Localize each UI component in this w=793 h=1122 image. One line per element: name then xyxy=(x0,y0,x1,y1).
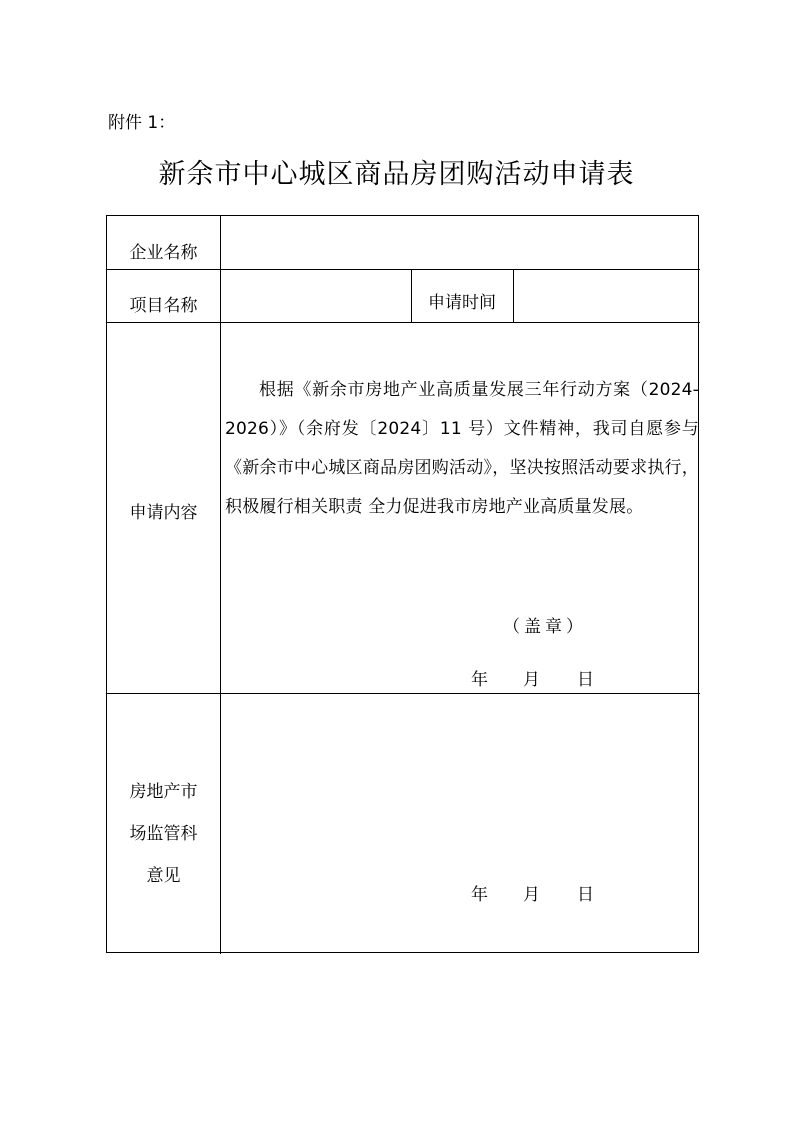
opinion-date-line xyxy=(471,880,594,905)
opinion-label-line: 意见 xyxy=(146,866,181,886)
opinion-label-line: 场监管科 xyxy=(129,824,198,844)
day-label: 日 xyxy=(577,670,594,690)
form-title: 新余市中心城区商品房团购活动申请表 xyxy=(158,159,635,190)
content-text: 根据《新余市房地产业高质量发展三年行动方案（2024-2026）》（余府发〔2024〕11 号）文件精神，我司自愿参与《新余市中心城区商品房团购活动》，坚决按照活动要求执行，积极履行相关职责 全力促进我市房地产业高质量发展。 xyxy=(225,380,699,517)
project-name-label: 项目名称 xyxy=(129,296,198,316)
row-divider xyxy=(107,269,700,270)
year-label: 年 xyxy=(471,670,488,690)
content-label: 申请内容 xyxy=(129,503,198,523)
application-form-table xyxy=(106,215,699,953)
label-column-divider xyxy=(220,216,221,954)
content-date-line xyxy=(471,665,594,690)
application-content xyxy=(225,371,699,527)
row-divider xyxy=(107,322,700,323)
opinion-label xyxy=(107,771,220,897)
seal-placeholder: （盖章） xyxy=(503,617,587,637)
year-label: 年 xyxy=(471,885,488,905)
apply-time-label: 申请时间 xyxy=(428,293,496,313)
month-label: 月 xyxy=(523,670,540,690)
column-divider xyxy=(513,269,514,322)
day-label: 日 xyxy=(577,885,594,905)
row-divider xyxy=(107,693,700,694)
attachment-label: 附件 1： xyxy=(108,113,176,133)
company-name-label: 企业名称 xyxy=(129,243,198,263)
opinion-label-line: 房地产市 xyxy=(129,782,198,802)
month-label: 月 xyxy=(523,885,540,905)
